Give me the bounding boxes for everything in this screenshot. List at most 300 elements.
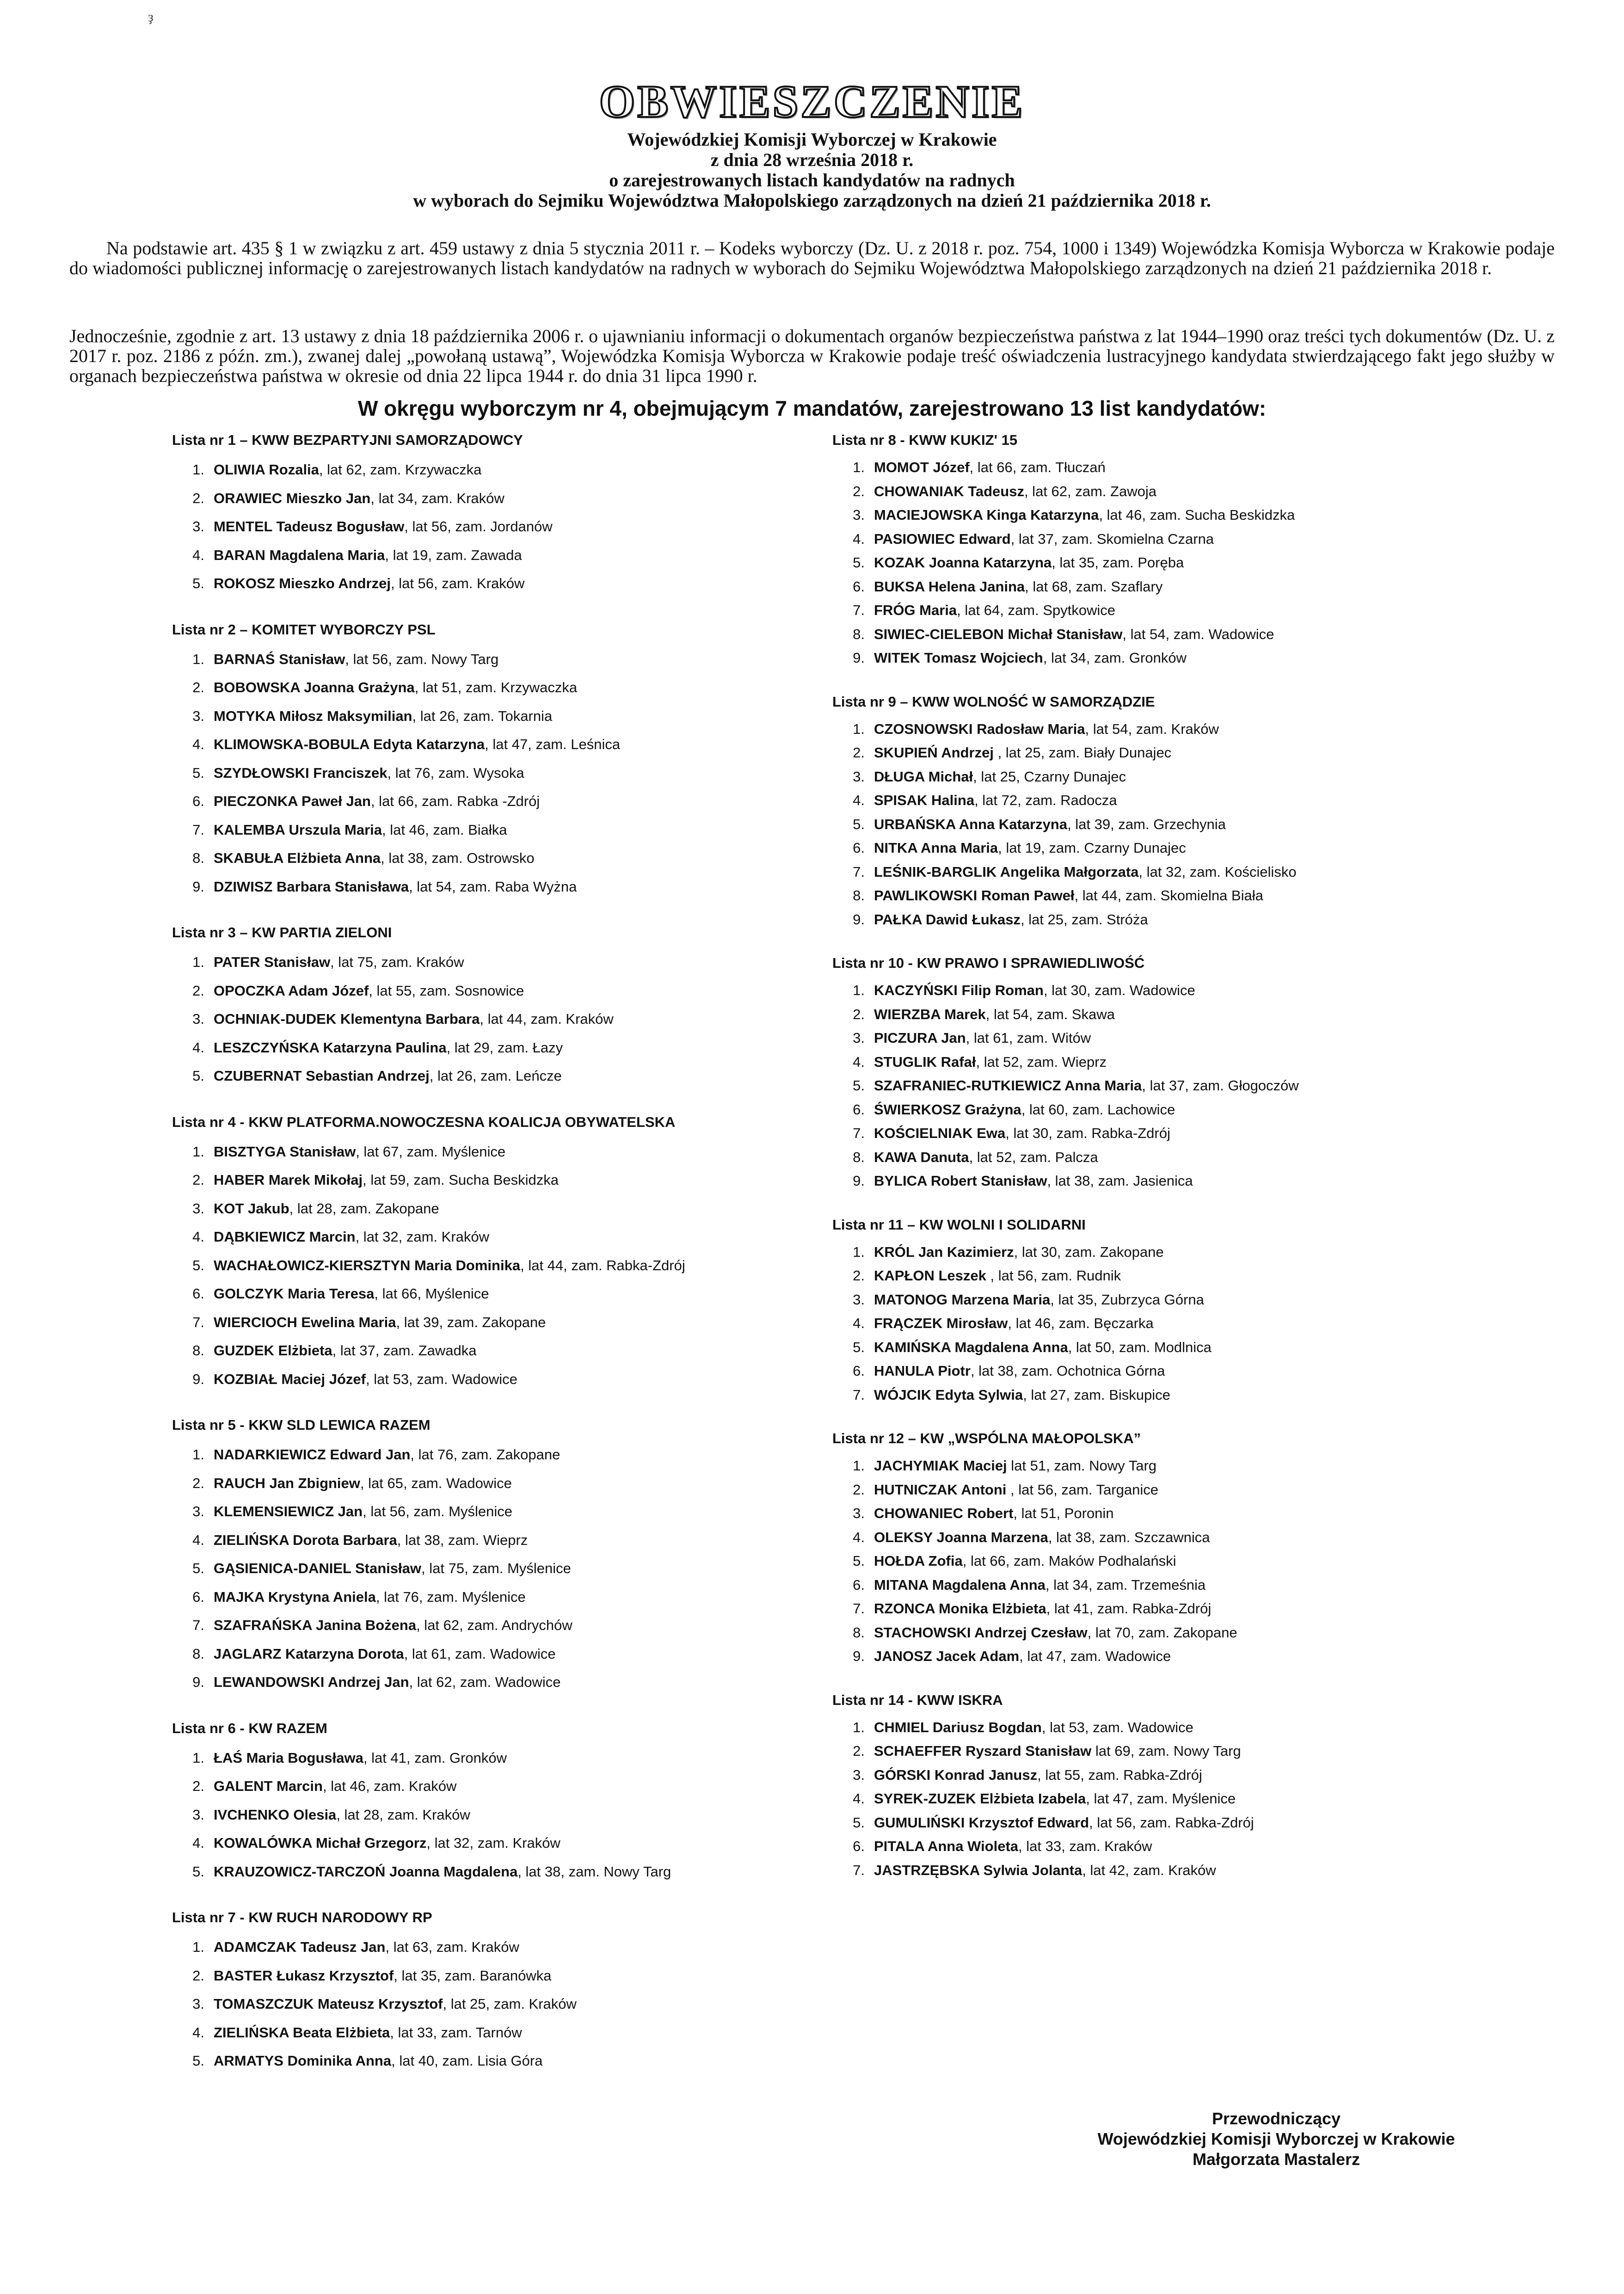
candidate-details: , lat 46, zam. Białka <box>382 821 507 838</box>
candidate-details: , lat 35, Zubrzyca Górna <box>1050 1291 1204 1308</box>
candidate-number: 3. <box>853 768 865 785</box>
candidate-details: , lat 46, zam. Bęczarka <box>1008 1315 1154 1331</box>
list-item <box>832 1002 1470 1027</box>
candidate-number: 1. <box>853 1243 865 1260</box>
candidate-number: 8. <box>192 1645 204 1662</box>
candidate-details: , lat 42, zam. Kraków <box>1082 1862 1216 1878</box>
list-item <box>172 948 810 977</box>
candidate-number: 9. <box>853 1173 865 1189</box>
candidate-number: 6. <box>192 1588 204 1605</box>
candidate-details: , lat 38, zam. Jasienica <box>1047 1173 1193 1189</box>
candidate-name: OLIWIA Rozalia <box>214 461 319 478</box>
candidate-name: ARMATYS Dominika Anna <box>214 2053 392 2069</box>
lists-left-column <box>172 428 810 2095</box>
list-title: Lista nr 5 - KKW SLD LEWICA RAZEM <box>172 1417 431 1433</box>
list-item <box>832 1335 1470 1359</box>
lustration-paragraph <box>69 326 1555 386</box>
list-item <box>172 1336 810 1365</box>
candidate-details: , lat 56, zam. Myślenice <box>363 1503 512 1519</box>
candidate-name: DĄBKIEWICZ Marcin <box>214 1229 356 1245</box>
candidate-details: , lat 34, zam. Kraków <box>370 490 504 506</box>
candidate-name: JASTRZĘBSKA Sylwia Jolanta <box>874 1862 1083 1878</box>
list-item <box>832 1359 1470 1383</box>
candidate-number: 5. <box>192 1068 204 1084</box>
candidate-number: 5. <box>853 1814 865 1831</box>
candidate-name: SCHAEFFER Ryszard Stanisław <box>874 1743 1092 1759</box>
candidate-name: KRÓL Jan Kazimierz <box>874 1243 1014 1260</box>
list-item <box>172 1668 810 1697</box>
candidate-number: 5. <box>192 2053 204 2069</box>
candidate-number: 3. <box>853 1030 865 1046</box>
candidate-details: , lat 33, zam. Tarnów <box>390 2024 522 2041</box>
list-item <box>172 1611 810 1640</box>
candidate-number: 4. <box>853 1790 865 1807</box>
candidate-number: 2. <box>192 1172 204 1188</box>
candidate-number: 7. <box>192 1617 204 1633</box>
candidate-details: , lat 27, zam. Biskupice <box>1023 1386 1170 1403</box>
candidate-name: IVCHENKO Olesia <box>214 1806 337 1823</box>
list-title: Lista nr 2 – KOMITET WYBORCZY PSL <box>172 621 436 638</box>
candidate-details: , lat 66, zam. Rabka -Zdrój <box>370 793 540 809</box>
list-item <box>172 569 810 598</box>
list-item <box>832 836 1470 860</box>
list-item <box>172 1554 810 1583</box>
list-item <box>832 1145 1470 1169</box>
candidate-details: , lat 28, zam. Kraków <box>336 1806 470 1823</box>
candidate-number: 1. <box>853 1719 865 1735</box>
list-item <box>832 884 1470 908</box>
candidate-number: 4. <box>853 530 865 547</box>
candidate-number: 4. <box>192 2024 204 2041</box>
candidate-number: 2. <box>192 982 204 999</box>
candidate-list <box>172 1413 810 1697</box>
candidate-list <box>832 951 1470 1193</box>
candidate-name: JAGLARZ Katarzyna Dorota <box>214 1645 404 1662</box>
candidate-details: , lat 66, Myślenice <box>374 1285 489 1302</box>
candidate-name: OPOCZKA Adam Józef <box>214 982 369 999</box>
list-item <box>832 1026 1470 1050</box>
candidate-name: OCHNIAK-DUDEK Klementyna Barbara <box>214 1011 480 1027</box>
candidate-number: 3. <box>192 1996 204 2012</box>
list-item <box>832 1811 1470 1835</box>
signature-name: Małgorzata Mastalerz <box>1192 2150 1360 2169</box>
list-item <box>172 977 810 1005</box>
candidate-name: OLEKSY Joanna Marzena <box>874 1529 1048 1545</box>
candidate-number: 2. <box>192 1475 204 1491</box>
list-item <box>832 908 1470 932</box>
candidate-name: ROKOSZ Mieszko Andrzej <box>214 575 391 591</box>
candidate-details: , lat 41, zam. Gronków <box>363 1749 507 1766</box>
candidate-details: , lat 47, zam. Wadowice <box>1019 1648 1171 1664</box>
candidate-details: , lat 64, zam. Spytkowice <box>957 602 1116 618</box>
candidate-details: , lat 56, zam. Rudnik <box>986 1267 1121 1284</box>
candidate-details: , lat 34, zam. Gronków <box>1043 650 1187 666</box>
candidate-details: lat 51, zam. Nowy Targ <box>1007 1458 1157 1474</box>
candidate-details: , lat 56, zam. Rabka-Zdrój <box>1089 1814 1254 1831</box>
list-item <box>832 1454 1470 1478</box>
candidate-name: BARNAŚ Stanisław <box>214 651 345 667</box>
candidate-number: 8. <box>192 850 204 866</box>
candidate-list <box>172 1905 810 2075</box>
candidate-number: 4. <box>853 1529 865 1545</box>
candidate-number: 9. <box>853 650 865 666</box>
list-item <box>832 1288 1470 1312</box>
candidate-number: 1. <box>853 459 865 475</box>
candidate-details: , lat 32, zam. Kraków <box>426 1835 560 1851</box>
candidate-name: PIECZONKA Paweł Jan <box>214 793 371 809</box>
candidate-name: HUTNICZAK Antoni <box>874 1481 1007 1498</box>
candidate-details: , lat 38, zam. Wieprz <box>397 1531 528 1548</box>
list-item <box>172 1962 810 1990</box>
list-item <box>172 1251 810 1280</box>
document-title: OBWIESZCZENIE <box>599 76 1025 127</box>
list-item <box>172 1138 810 1166</box>
list-item <box>832 1787 1470 1811</box>
candidate-name: WÓJCIK Edyta Sylwia <box>874 1386 1023 1403</box>
candidate-details: , lat 29, zam. Łazy <box>446 1039 563 1056</box>
lustration-text: Jednocześnie, zgodnie z art. 13 ustawy z dnia 18 października 2006 r. o ujawnianiu informacji o dokumentach organów bezpieczeństwa państwa z lat 1944–1990 oraz treści tych dokumentów (Dz. U. z 2017 r. poz. 2186 z późn. zm.), zwanej dalej „powołaną ustawą”, Wojewódzka Komisja Wyborcza w Krakowie podaje treść oświadczenia lustracyjnego kandydata stwierdzającego fakt jego służby w organach bezpieczeństwa państwa w okresie od dnia 22 lipca 1944 r. do dnia 31 lipca 1990 r. <box>69 326 1555 386</box>
candidate-name: SIWIEC-CIELEBON Michał Stanisław <box>874 626 1123 642</box>
list-item <box>172 1526 810 1555</box>
candidate-number: 5. <box>192 575 204 591</box>
candidate-number: 8. <box>192 1342 204 1359</box>
candidate-name: STACHOWSKI Andrzej Czesław <box>874 1624 1088 1641</box>
candidate-name: NITKA Anna Maria <box>874 840 998 856</box>
list-title: Lista nr 9 – KWW WOLNOŚĆ W SAMORZĄDZIE <box>832 693 1155 710</box>
candidate-details: , lat 25, zam. Stróża <box>1020 911 1148 928</box>
list-item <box>172 455 810 484</box>
candidate-number: 5. <box>853 816 865 832</box>
candidate-number: 7. <box>192 821 204 838</box>
candidate-name: GUMULIŃSKI Krzysztof Edward <box>874 1814 1089 1831</box>
candidate-name: URBAŃSKA Anna Katarzyna <box>874 816 1067 832</box>
list-item <box>172 673 810 702</box>
candidate-number: 5. <box>853 1553 865 1569</box>
candidate-list <box>832 1212 1470 1407</box>
list-item <box>172 1194 810 1223</box>
candidate-details: , lat 46, zam. Kraków <box>322 1778 457 1794</box>
candidate-details: , lat 37, zam. Głogoczów <box>1142 1077 1299 1094</box>
list-item <box>832 646 1470 670</box>
corner-mark: ҙ <box>148 9 154 25</box>
candidate-name: SZYDŁOWSKI Franciszek <box>214 764 388 781</box>
candidate-number: 2. <box>192 490 204 506</box>
candidate-details: , lat 25, zam. Kraków <box>443 1996 577 2012</box>
candidate-list <box>832 428 1470 670</box>
candidate-number: 3. <box>853 507 865 523</box>
list-item <box>172 1469 810 1498</box>
list-item <box>832 788 1470 812</box>
candidate-name: NADARKIEWICZ Edward Jan <box>214 1446 411 1463</box>
district-heading: W okręgu wyborczym nr 4, obejmującym 7 mandatów, zarejestrowano 13 list kandydatów: <box>357 396 1267 420</box>
list-item <box>172 2047 810 2075</box>
candidate-number: 1. <box>192 1749 204 1766</box>
candidate-number: 3. <box>192 1503 204 1519</box>
candidate-number: 8. <box>853 626 865 642</box>
candidate-details: , lat 75, zam. Myślenice <box>421 1560 571 1576</box>
list-item <box>832 1098 1470 1122</box>
list-item <box>832 1383 1470 1407</box>
candidate-details: , lat 56, zam. Jordanów <box>404 518 553 535</box>
list-item <box>172 1801 810 1829</box>
candidate-details: , lat 47, zam. Myślenice <box>1086 1790 1236 1807</box>
candidate-number: 6. <box>853 1838 865 1854</box>
candidate-details: , lat 30, zam. Zakopane <box>1014 1243 1164 1260</box>
candidate-number: 2. <box>192 1778 204 1794</box>
candidate-number: 5. <box>192 1863 204 1880</box>
candidate-number: 9. <box>853 911 865 928</box>
candidate-number: 6. <box>853 1363 865 1379</box>
list-item <box>832 503 1470 527</box>
candidate-details: , lat 19, zam. Zawada <box>385 547 522 563</box>
candidate-number: 6. <box>192 1285 204 1302</box>
candidate-details: , lat 40, zam. Lisia Góra <box>391 2053 543 2069</box>
candidate-name: SYREK-ZUZEK Elżbieta Izabela <box>874 1790 1086 1807</box>
candidate-number: 2. <box>853 744 865 761</box>
candidate-details: , lat 56, zam. Nowy Targ <box>345 651 499 667</box>
candidate-details: , lat 72, zam. Radocza <box>974 792 1117 808</box>
list-item <box>172 1640 810 1668</box>
candidate-number: 2. <box>192 1967 204 1984</box>
candidate-number: 3. <box>192 518 204 535</box>
candidate-name: GALENT Marcin <box>214 1778 323 1794</box>
list-item <box>172 1497 810 1526</box>
list-item <box>172 1279 810 1308</box>
candidate-name: MITANA Magdalena Anna <box>874 1576 1046 1593</box>
candidate-details: , lat 68, zam. Szaflary <box>1025 578 1163 595</box>
candidate-details: , lat 55, zam. Rabka-Zdrój <box>1037 1766 1202 1783</box>
candidate-number: 7. <box>853 1386 865 1403</box>
candidate-details: , lat 54, zam. Raba Wyżna <box>409 878 577 895</box>
list-item <box>832 1050 1470 1074</box>
candidate-number: 1. <box>192 954 204 970</box>
candidate-details: , lat 75, zam. Kraków <box>330 954 464 970</box>
list-title: Lista nr 1 – KWW BEZPARTYJNI SAMORZĄDOWCY <box>172 432 523 448</box>
candidate-name: ZIELIŃSKA Dorota Barbara <box>214 1531 397 1548</box>
candidate-details: , lat 35, zam. Poręba <box>1052 554 1184 571</box>
candidate-details: , lat 54, zam. Kraków <box>1085 720 1219 737</box>
candidate-details: , lat 51, zam. Krzywaczka <box>414 679 578 695</box>
list-title: Lista nr 11 – KW WOLNI I SOLIDARNI <box>832 1216 1086 1233</box>
list-title: Lista nr 14 - KWW ISKRA <box>832 1691 1003 1708</box>
candidate-name: WITEK Tomasz Wojciech <box>874 650 1043 666</box>
document-header <box>69 74 1555 211</box>
candidate-name: PICZURA Jan <box>874 1030 966 1046</box>
candidate-name: KAWA Danuta <box>874 1149 969 1165</box>
candidate-number: 1. <box>192 1939 204 1955</box>
candidate-details: , lat 39, zam. Zakopane <box>396 1314 546 1330</box>
candidate-name: CHMIEL Dariusz Bogdan <box>874 1719 1042 1735</box>
candidate-details: , lat 53, zam. Wadowice <box>366 1371 517 1387</box>
candidate-details: , lat 38, zam. Ostrowsko <box>381 850 535 866</box>
list-item <box>832 455 1470 480</box>
candidate-name: BOBOWSKA Joanna Grażyna <box>214 679 415 695</box>
list-item <box>832 1525 1470 1550</box>
candidate-name: ORAWIEC Mieszko Jan <box>214 490 371 506</box>
list-item <box>172 787 810 816</box>
list-item <box>832 1716 1470 1740</box>
candidate-name: STUGLIK Rafał <box>874 1053 976 1070</box>
candidate-number: 2. <box>853 1006 865 1022</box>
candidate-details: , lat 44, zam. Kraków <box>480 1011 614 1027</box>
candidate-details: , lat 76, zam. Zakopane <box>410 1446 560 1463</box>
list-item <box>832 622 1470 646</box>
candidate-number: 3. <box>192 1011 204 1027</box>
candidate-details: , lat 54, zam. Skawa <box>985 1006 1115 1022</box>
list-item <box>172 730 810 759</box>
list-item <box>172 1829 810 1857</box>
candidate-details: , lat 70, zam. Zakopane <box>1087 1624 1237 1641</box>
candidate-details: , lat 37, zam. Skomielna Czarna <box>1010 530 1214 547</box>
candidate-name: CZOSNOWSKI Radosław Maria <box>874 720 1085 737</box>
list-item <box>832 480 1470 504</box>
candidate-details: , lat 47, zam. Leśnica <box>485 736 621 752</box>
candidate-name: MATONOG Marzena Maria <box>874 1291 1051 1308</box>
list-item <box>172 1033 810 1062</box>
candidate-name: GĄSIENICA-DANIEL Stanisław <box>214 1560 422 1576</box>
candidate-name: WACHAŁOWICZ-KIERSZTYN Maria Dominika <box>214 1257 521 1273</box>
list-item <box>172 1223 810 1251</box>
candidate-details: , lat 50, zam. Modlnica <box>1068 1339 1212 1355</box>
list-item <box>832 978 1470 1002</box>
candidate-name: PAŁKA Dawid Łukasz <box>874 911 1021 928</box>
candidate-details: , lat 59, zam. Sucha Beskidzka <box>363 1172 559 1188</box>
candidate-list <box>172 617 810 901</box>
candidate-details: , lat 52, zam. Wieprz <box>976 1053 1107 1070</box>
candidate-number: 3. <box>192 1200 204 1217</box>
candidate-name: KAPŁON Leszek <box>874 1267 986 1284</box>
candidate-details: , lat 62, zam. Andrychów <box>416 1617 572 1633</box>
candidate-number: 4. <box>192 1835 204 1851</box>
candidate-number: 6. <box>853 840 865 856</box>
list-item <box>172 1308 810 1337</box>
list-item <box>172 1990 810 2018</box>
list-item <box>832 1573 1470 1597</box>
candidate-number: 7. <box>853 1600 865 1617</box>
candidate-number: 6. <box>853 1576 865 1593</box>
list-item <box>832 1311 1470 1335</box>
candidate-details: , lat 54, zam. Wadowice <box>1122 626 1274 642</box>
list-item <box>832 598 1470 622</box>
candidate-details: , lat 44, zam. Skomielna Biała <box>1074 887 1263 904</box>
candidate-name: ADAMCZAK Tadeusz Jan <box>214 1939 386 1955</box>
candidate-name: BARAN Magdalena Maria <box>214 547 385 563</box>
candidate-name: PAWLIKOWSKI Roman Paweł <box>874 887 1075 904</box>
list-item <box>832 1121 1470 1145</box>
list-item <box>172 512 810 541</box>
list-item <box>832 1739 1470 1763</box>
signature-block <box>1045 2109 1507 2170</box>
list-item <box>832 1621 1470 1645</box>
candidate-number: 3. <box>853 1505 865 1521</box>
candidate-number: 9. <box>192 1674 204 1690</box>
legal-basis-paragraph <box>69 238 1555 278</box>
candidate-details: lat 69, zam. Nowy Targ <box>1091 1743 1241 1759</box>
candidate-details: , lat 38, zam. Szczawnica <box>1048 1529 1210 1545</box>
candidate-details: , lat 66, zam. Tłuczań <box>969 459 1106 475</box>
candidate-name: ŚWIERKOSZ Grażyna <box>874 1101 1021 1118</box>
candidate-name: FRÓG Maria <box>874 602 957 618</box>
candidate-details: , lat 60, zam. Lachowice <box>1021 1101 1175 1118</box>
candidate-number: 8. <box>853 1149 865 1165</box>
header-subject: o zarejestrowanych listach kandydatów na radnych <box>609 170 1015 191</box>
list-title: Lista nr 12 – KW „WSPÓLNA MAŁOPOLSKA” <box>832 1430 1141 1446</box>
list-item <box>832 1501 1470 1525</box>
candidate-name: ZIELIŃSKA Beata Elżbieta <box>214 2024 390 2041</box>
candidate-number: 7. <box>853 1125 865 1141</box>
candidate-number: 8. <box>853 1624 865 1641</box>
candidate-name: HABER Marek Mikołaj <box>214 1172 363 1188</box>
candidate-name: KALEMBA Urszula Maria <box>214 821 382 838</box>
candidate-name: KOT Jakub <box>214 1200 289 1217</box>
candidate-number: 1. <box>192 651 204 667</box>
lists-right-column <box>832 428 1470 1901</box>
list-item <box>172 541 810 570</box>
candidate-details: , lat 26, zam. Tokarnia <box>412 707 553 724</box>
list-item <box>832 1549 1470 1573</box>
candidate-number: 4. <box>192 736 204 752</box>
candidate-number: 2. <box>853 1267 865 1284</box>
list-item <box>172 1744 810 1772</box>
list-item <box>832 717 1470 741</box>
list-item <box>172 2018 810 2047</box>
list-item <box>172 759 810 787</box>
list-item <box>172 1062 810 1090</box>
list-item <box>832 1264 1470 1288</box>
candidate-details: , lat 62, zam. Krzywaczka <box>319 461 482 478</box>
list-item <box>832 1858 1470 1882</box>
candidate-name: LEWANDOWSKI Andrzej Jan <box>214 1674 409 1690</box>
candidate-name: MOMOT Józef <box>874 459 970 475</box>
candidate-name: KOZBIAŁ Maciej Józef <box>214 1371 366 1387</box>
list-item <box>172 844 810 873</box>
candidate-details: , lat 63, zam. Kraków <box>385 1939 519 1955</box>
list-item <box>172 1440 810 1469</box>
candidate-name: LEŚNIK-BARGLIK Angelika Małgorzata <box>874 863 1139 880</box>
candidate-details: , lat 46, zam. Sucha Beskidzka <box>1099 507 1295 523</box>
candidate-name: RZONCA Monika Elżbieta <box>874 1600 1046 1617</box>
candidate-number: 4. <box>192 1229 204 1245</box>
candidate-name: BUKSA Helena Janina <box>874 578 1025 595</box>
candidate-details: , lat 33, zam. Kraków <box>1018 1838 1152 1854</box>
candidate-details: , lat 56, zam. Kraków <box>390 575 525 591</box>
candidate-details: , lat 25, zam. Biały Dunajec <box>993 744 1172 761</box>
candidate-details: , lat 61, zam. Witów <box>966 1030 1091 1046</box>
header-date: z dnia 28 września 2018 r. <box>710 149 914 170</box>
list-item <box>172 1365 810 1394</box>
candidate-number: 2. <box>853 1481 865 1498</box>
candidate-number: 1. <box>192 1143 204 1160</box>
candidate-name: SZAFRAŃSKA Janina Bożena <box>214 1617 417 1633</box>
candidate-number: 3. <box>853 1766 865 1783</box>
list-item <box>172 1166 810 1194</box>
candidate-number: 4. <box>192 1039 204 1056</box>
candidate-name: HOŁDA Zofia <box>874 1553 963 1569</box>
list-title: Lista nr 3 – KW PARTIA ZIELONI <box>172 924 392 941</box>
list-item <box>172 816 810 844</box>
candidate-list <box>832 1688 1470 1882</box>
candidate-number: 7. <box>192 1314 204 1330</box>
candidate-number: 1. <box>853 720 865 737</box>
list-item <box>832 860 1470 884</box>
list-title: Lista nr 7 - KW RUCH NARODOWY RP <box>172 1909 432 1925</box>
list-item <box>832 812 1470 836</box>
candidate-name: KLIMOWSKA-BOBULA Edyta Katarzyna <box>214 736 485 752</box>
candidate-number: 4. <box>853 1053 865 1070</box>
list-item <box>172 1583 810 1611</box>
list-item <box>172 873 810 901</box>
candidate-details: , lat 28, zam. Zakopane <box>289 1200 439 1217</box>
